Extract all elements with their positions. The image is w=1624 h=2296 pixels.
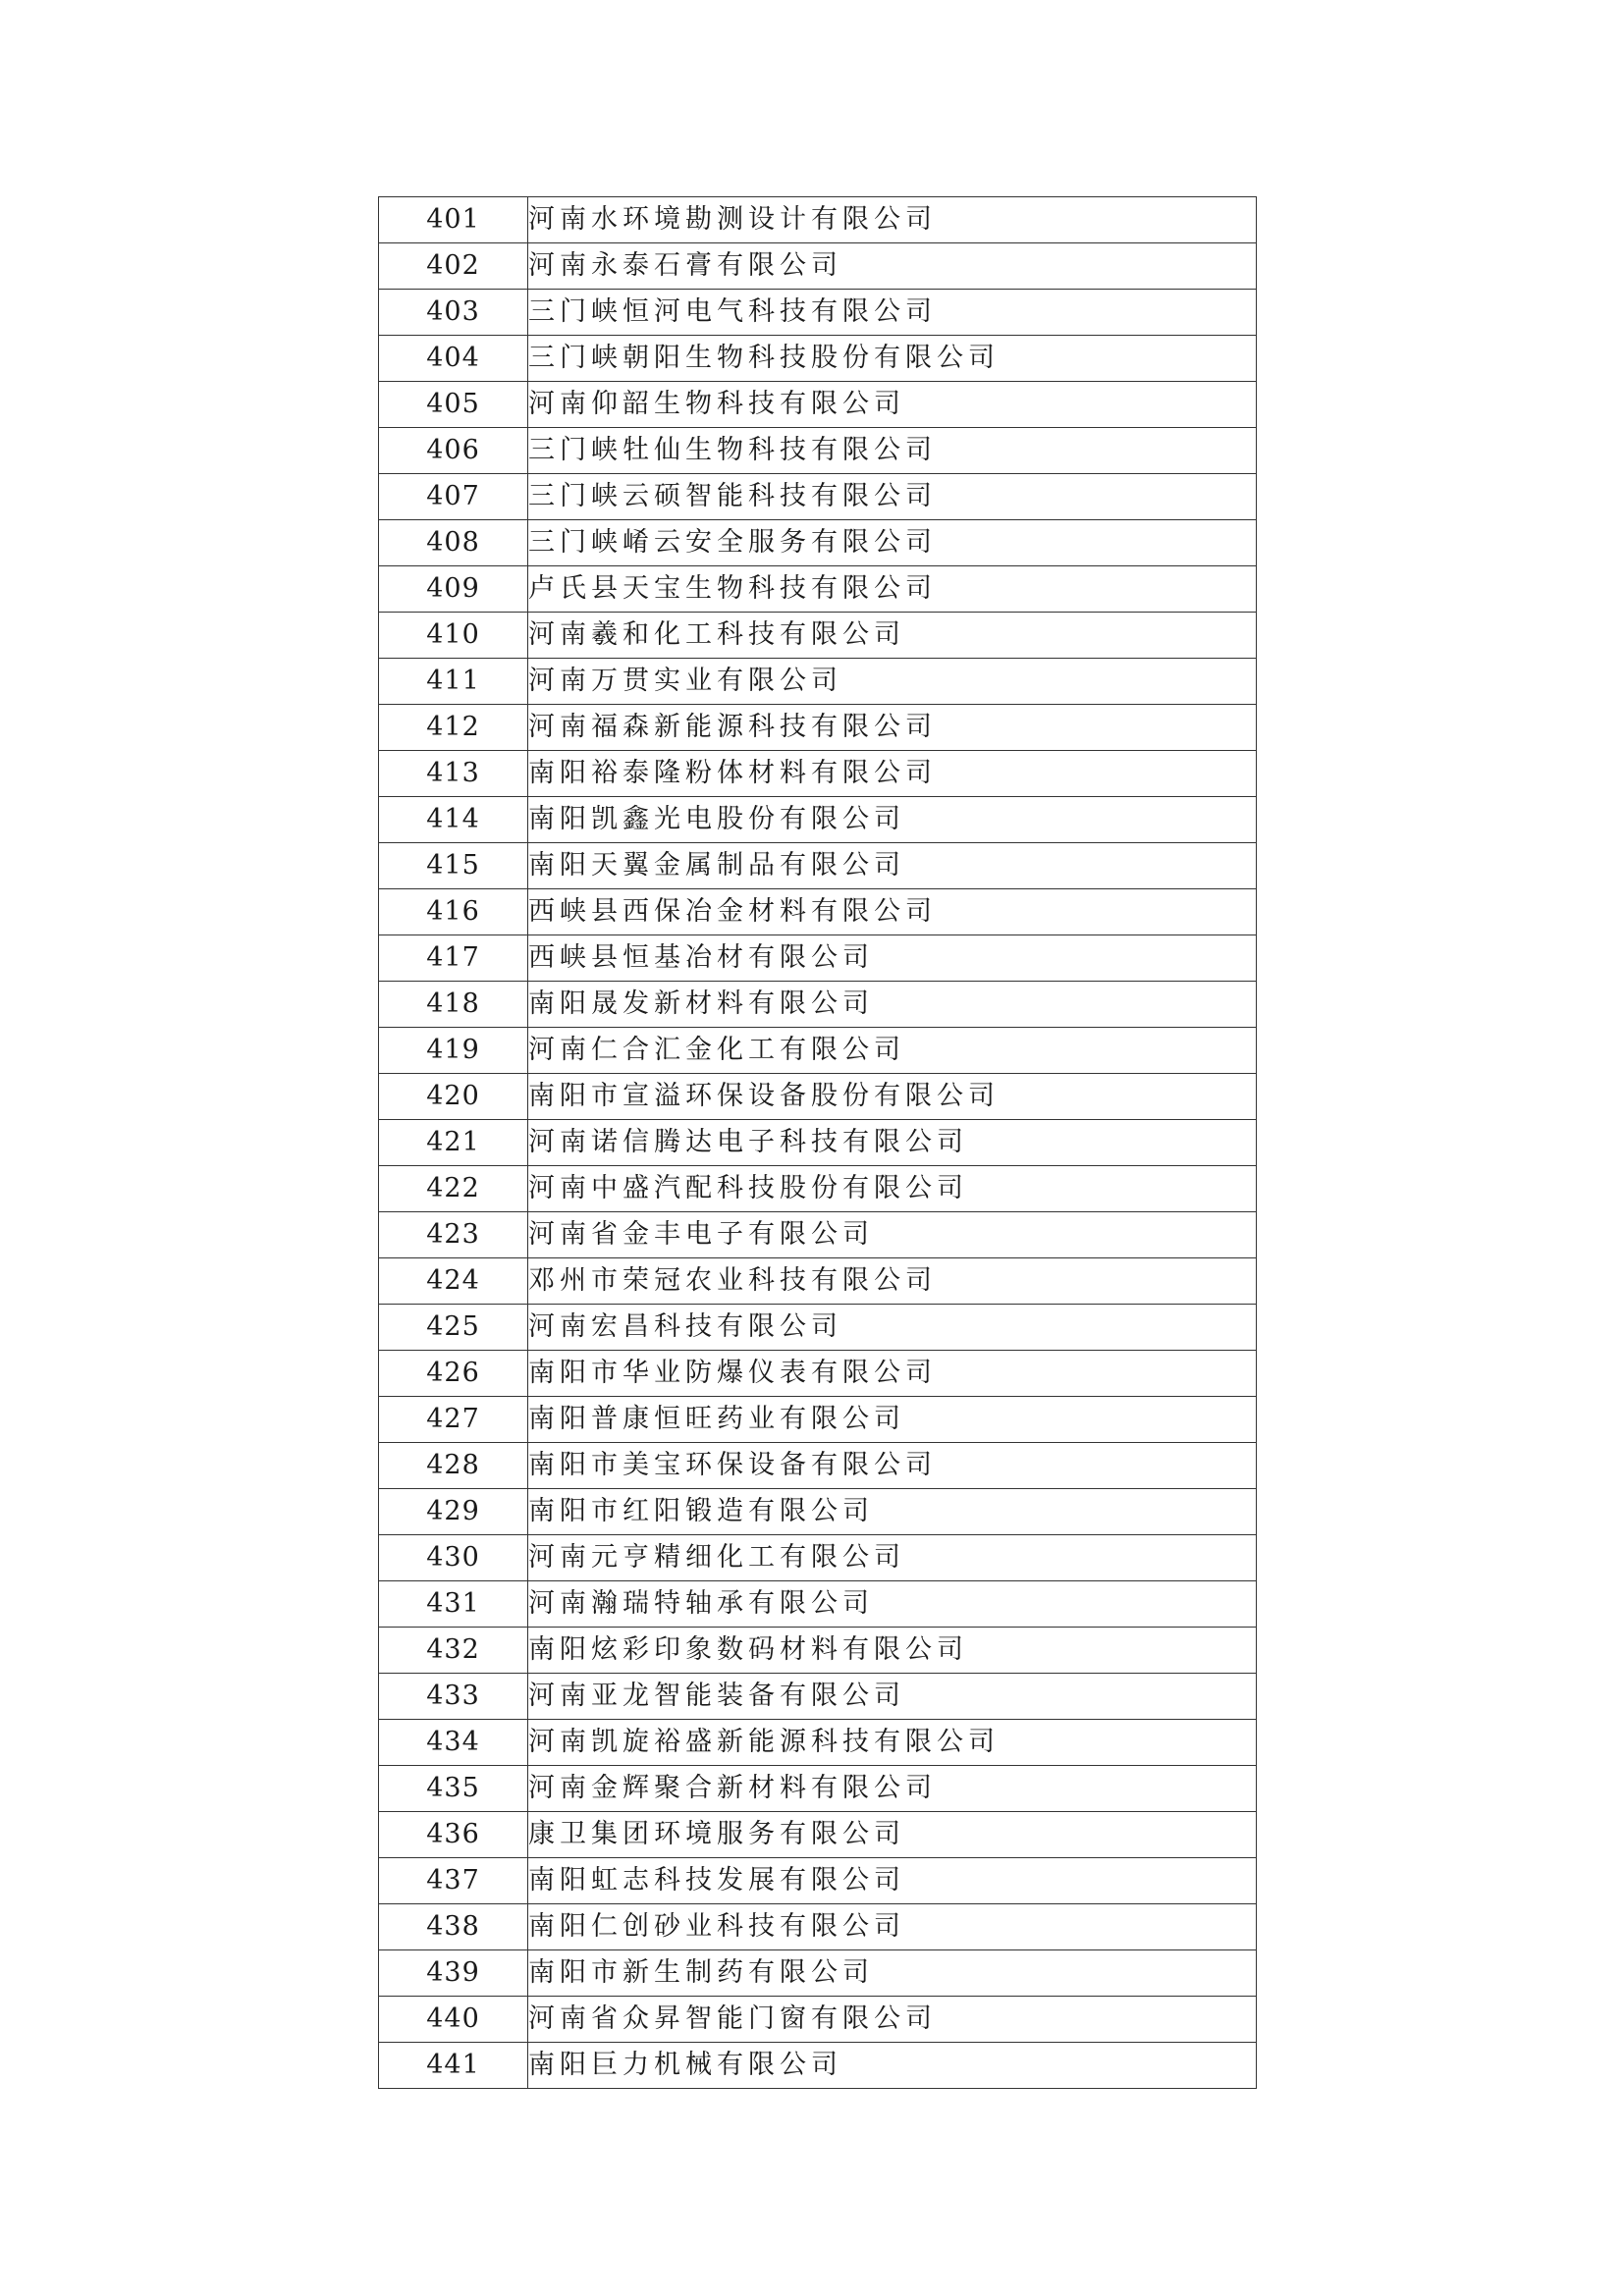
table-row [379,290,1257,336]
row-number: 412 [379,705,528,751]
table-row [379,659,1257,705]
row-number: 417 [379,935,528,982]
row-number: 435 [379,1766,528,1812]
company-name: 西峡县西保冶金材料有限公司 [528,889,1257,935]
row-number: 436 [379,1812,528,1858]
row-number: 423 [379,1212,528,1258]
row-number: 425 [379,1305,528,1351]
table-row [379,1628,1257,1674]
company-name: 三门峡牡仙生物科技有限公司 [528,428,1257,474]
company-name: 三门峡恒河电气科技有限公司 [528,290,1257,336]
table-row [379,935,1257,982]
company-name: 河南福森新能源科技有限公司 [528,705,1257,751]
row-number: 438 [379,1904,528,1950]
company-name: 南阳普康恒旺药业有限公司 [528,1397,1257,1443]
table-row [379,1305,1257,1351]
table-row [379,243,1257,290]
row-number: 433 [379,1674,528,1720]
row-number: 411 [379,659,528,705]
company-name: 南阳市新生制药有限公司 [528,1950,1257,1997]
company-name: 河南省众昇智能门窗有限公司 [528,1997,1257,2043]
table-row [379,1674,1257,1720]
company-name: 南阳天翼金属制品有限公司 [528,843,1257,889]
table-row [379,1766,1257,1812]
table-row [379,843,1257,889]
company-name: 南阳炫彩印象数码材料有限公司 [528,1628,1257,1674]
row-number: 419 [379,1028,528,1074]
company-name: 南阳市华业防爆仪表有限公司 [528,1351,1257,1397]
row-number: 430 [379,1535,528,1581]
company-name: 河南金辉聚合新材料有限公司 [528,1766,1257,1812]
row-number: 434 [379,1720,528,1766]
row-number: 405 [379,382,528,428]
row-number: 440 [379,1997,528,2043]
company-name: 南阳凯鑫光电股份有限公司 [528,797,1257,843]
company-name: 河南中盛汽配科技股份有限公司 [528,1166,1257,1212]
company-name: 河南诺信腾达电子科技有限公司 [528,1120,1257,1166]
table-row [379,889,1257,935]
row-number: 406 [379,428,528,474]
company-name: 河南仰韶生物科技有限公司 [528,382,1257,428]
row-number: 431 [379,1581,528,1628]
table-row [379,1535,1257,1581]
company-name: 南阳晟发新材料有限公司 [528,982,1257,1028]
company-name: 南阳市红阳锻造有限公司 [528,1489,1257,1535]
row-number: 418 [379,982,528,1028]
company-name: 河南永泰石膏有限公司 [528,243,1257,290]
table-row [379,1258,1257,1305]
table-row [379,1720,1257,1766]
table-row [379,1997,1257,2043]
table-body [379,197,1257,2089]
table-row [379,1489,1257,1535]
row-number: 407 [379,474,528,520]
row-number: 429 [379,1489,528,1535]
row-number: 427 [379,1397,528,1443]
company-name: 卢氏县天宝生物科技有限公司 [528,566,1257,613]
company-name: 河南万贯实业有限公司 [528,659,1257,705]
company-name: 三门峡朝阳生物科技股份有限公司 [528,336,1257,382]
row-number: 426 [379,1351,528,1397]
company-name: 南阳虹志科技发展有限公司 [528,1858,1257,1904]
table-row [379,982,1257,1028]
company-name: 南阳巨力机械有限公司 [528,2043,1257,2089]
row-number: 413 [379,751,528,797]
row-number: 410 [379,613,528,659]
row-number: 421 [379,1120,528,1166]
row-number: 409 [379,566,528,613]
table-row [379,1904,1257,1950]
company-name: 河南瀚瑞特轴承有限公司 [528,1581,1257,1628]
table-row [379,428,1257,474]
row-number: 416 [379,889,528,935]
table-row [379,751,1257,797]
table-row [379,382,1257,428]
table-row [379,1028,1257,1074]
row-number: 424 [379,1258,528,1305]
company-name: 河南水环境勘测设计有限公司 [528,197,1257,243]
company-name: 河南仁合汇金化工有限公司 [528,1028,1257,1074]
company-name: 南阳市宣溢环保设备股份有限公司 [528,1074,1257,1120]
company-name: 南阳裕泰隆粉体材料有限公司 [528,751,1257,797]
row-number: 441 [379,2043,528,2089]
company-name: 三门峡云硕智能科技有限公司 [528,474,1257,520]
table-row [379,1074,1257,1120]
row-number: 404 [379,336,528,382]
row-number: 422 [379,1166,528,1212]
table-row [379,1812,1257,1858]
company-name: 河南省金丰电子有限公司 [528,1212,1257,1258]
table-row [379,566,1257,613]
company-name: 邓州市荣冠农业科技有限公司 [528,1258,1257,1305]
table-row [379,1351,1257,1397]
table-row [379,197,1257,243]
table-row [379,1212,1257,1258]
table-row [379,474,1257,520]
row-number: 402 [379,243,528,290]
row-number: 408 [379,520,528,566]
company-name: 三门峡崤云安全服务有限公司 [528,520,1257,566]
table-row [379,705,1257,751]
company-name: 河南宏昌科技有限公司 [528,1305,1257,1351]
row-number: 420 [379,1074,528,1120]
row-number: 432 [379,1628,528,1674]
table-row [379,1581,1257,1628]
row-number: 403 [379,290,528,336]
company-name: 河南凯旋裕盛新能源科技有限公司 [528,1720,1257,1766]
table-row [379,1166,1257,1212]
row-number: 439 [379,1950,528,1997]
row-number: 428 [379,1443,528,1489]
table-row [379,2043,1257,2089]
row-number: 414 [379,797,528,843]
company-name: 河南亚龙智能装备有限公司 [528,1674,1257,1720]
table-row [379,1443,1257,1489]
table-row [379,613,1257,659]
table-row [379,1397,1257,1443]
table-row [379,797,1257,843]
company-name: 南阳仁创砂业科技有限公司 [528,1904,1257,1950]
company-name: 河南元亨精细化工有限公司 [528,1535,1257,1581]
company-list-table [378,196,1257,2089]
row-number: 415 [379,843,528,889]
table-row [379,1950,1257,1997]
row-number: 401 [379,197,528,243]
company-name: 南阳市美宝环保设备有限公司 [528,1443,1257,1489]
table-row [379,520,1257,566]
table-row [379,1858,1257,1904]
table-row [379,1120,1257,1166]
table-row [379,336,1257,382]
company-name: 河南羲和化工科技有限公司 [528,613,1257,659]
row-number: 437 [379,1858,528,1904]
company-name: 康卫集团环境服务有限公司 [528,1812,1257,1858]
company-name: 西峡县恒基冶材有限公司 [528,935,1257,982]
